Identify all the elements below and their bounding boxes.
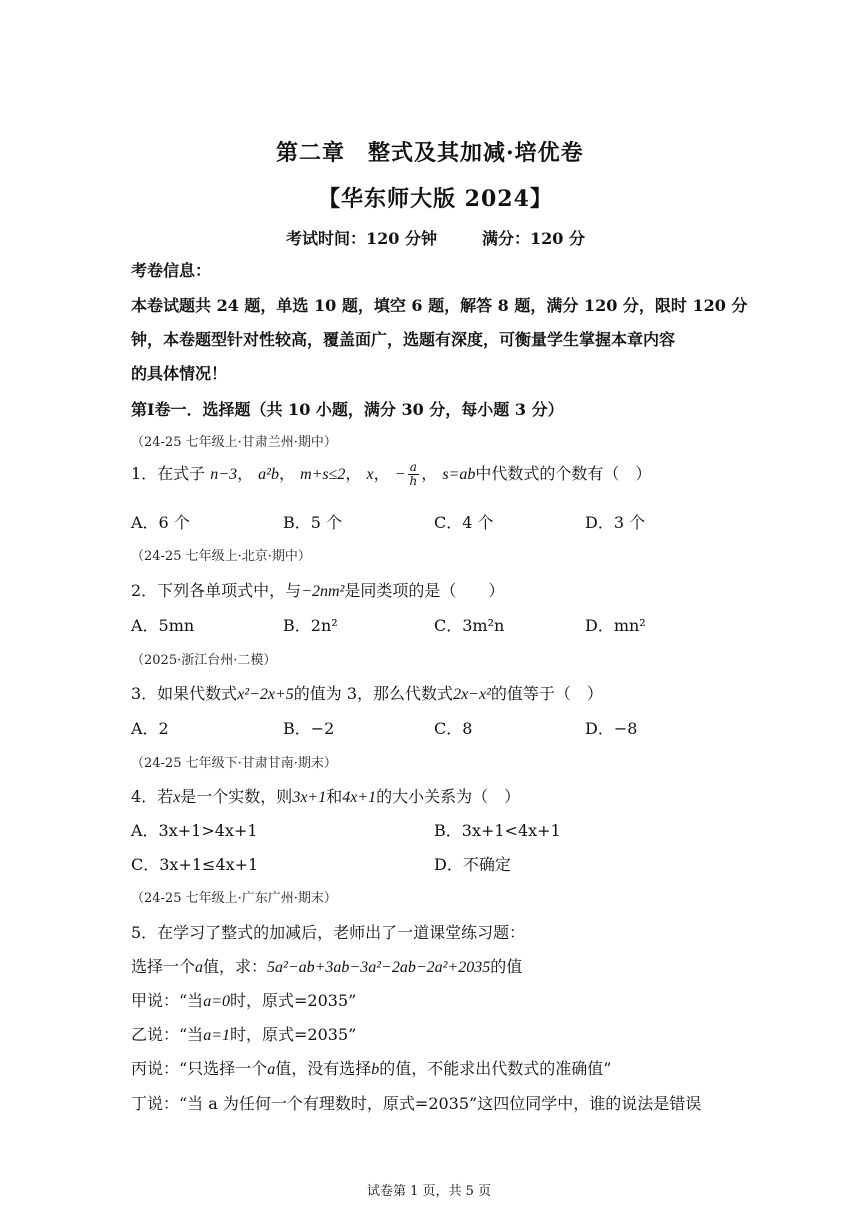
q4-stem (131, 784, 520, 807)
q4-option-d: D．不确定 (434, 855, 511, 874)
q5-source: （24-25 七年级上·广东广州·期末） (131, 891, 337, 906)
q5-line-3-text-a: 甲说：“当 (131, 991, 204, 1010)
q5-line-5-text-a: 丙说：“只选择一个 (131, 1059, 268, 1078)
q3-option-b: B．−2 (283, 719, 335, 738)
exam-time: 考试时间：120 分钟 (286, 229, 437, 248)
q1-fraction-den: h (409, 474, 418, 488)
q4-expr-2: 4x+1 (342, 789, 377, 806)
q1-expr-3: m+s≤2 (300, 466, 346, 483)
q2-option-d: D．mn² (585, 616, 646, 635)
info-line-2: 钟，本卷题型针对性较高，覆盖面广，选题有深度，可衡量学生掌握本章内容 (131, 330, 676, 349)
q3-stem-text-b: 的值为 3，那么代数式 (293, 684, 454, 703)
page-footer: 试卷第 1 页，共 5 页 (367, 1184, 492, 1199)
q5-line-6-text-a: 丁说：“当 a 为任何一个有理数时，原式 (131, 1094, 415, 1113)
q3-option-a: A．2 (131, 719, 169, 738)
q3-option-d: D．−8 (585, 719, 638, 738)
q1-expr-5: − (394, 466, 406, 483)
q5-line-1: 5．在学习了整式的加减后，老师出了一道课堂练习题： (131, 923, 526, 942)
q1-expr-1: n−3 (210, 466, 238, 483)
q5-line-2-text-b: 值，求： (203, 957, 268, 976)
q2-stem (131, 578, 504, 601)
q1-fraction-num: a (408, 461, 420, 475)
q3-option-c: C．8 (434, 719, 473, 738)
q5-line-5-text-c: 的值，不能求出代数式的准确值” (379, 1059, 612, 1078)
q5-line-5-text-b: 值，没有选择 (275, 1059, 372, 1078)
q3-source: （2025·浙江台州·二模） (131, 653, 277, 668)
q5-line-4-text-a: 乙说：“当 (131, 1025, 204, 1044)
q2-option-a: A．5mn (131, 616, 195, 635)
q4-stem-text-c: 和 (326, 787, 343, 806)
q5-line-5-var-2: b (371, 1061, 380, 1078)
q3-expr-1: x²−2x+5 (237, 686, 294, 703)
q3-stem (131, 681, 603, 704)
q1-option-b: B．5 个 (283, 513, 343, 532)
q4-var: x (173, 789, 181, 806)
q5-line-3-expr: a=0 (203, 993, 230, 1010)
info-line-3: 的具体情况！ (131, 364, 228, 383)
q2-expr: −2nm² (301, 583, 345, 600)
q5-line-3-text-b: 时，原式 (229, 991, 294, 1010)
q1-expr-2: a²b (258, 466, 279, 483)
q5-line-4 (131, 1022, 356, 1045)
q1-stem-text-b: 中代数式的个数有（ ） (475, 464, 652, 483)
q3-stem-text-c: 的值等于（ ） (490, 684, 603, 703)
section-heading: 第Ⅰ卷一．选择题（共 10 小题，满分 30 分，每小题 3 分） (131, 400, 564, 419)
q5-line-2-var: a (195, 959, 204, 976)
q5-line-3 (131, 988, 356, 1011)
q1-fraction (408, 461, 420, 488)
q1-expr-4: x (366, 466, 374, 483)
q5-line-6 (131, 1091, 701, 1114)
q1-stem: 1．在式子 n−3， a²b， m+s≤2， x， − $\frac{a}{h}$ ， s=ab中代数式的个数有（ ） (131, 460, 652, 488)
q5-line-5 (131, 1056, 611, 1079)
page-title: 第二章 整式及其加减·培优卷 (276, 140, 584, 166)
q4-source: （24-25 七年级下·甘肃甘南·期末） (131, 756, 337, 771)
q1-source: （24-25 七年级上·甘肃兰州·期中） (131, 435, 337, 450)
q4-expr-1: 3x+1 (292, 789, 327, 806)
q4-stem-text-b: 是一个实数，则 (180, 787, 293, 806)
q1-option-c: C．4 个 (434, 513, 494, 532)
q3-stem-text-a: 3．如果代数式 (131, 684, 238, 703)
q4-stem-text-a: 4．若 (131, 787, 174, 806)
q1-expr-6: s=ab (442, 466, 476, 483)
q5-line-3-text-c: =2035” (294, 991, 357, 1010)
q4-option-b: B．3x+1<4x+1 (434, 821, 561, 840)
q2-option-c: C．3m²n (434, 616, 505, 635)
q5-line-2 (131, 954, 522, 977)
q4-option-a: A．3x+1>4x+1 (131, 821, 258, 840)
q5-line-5-var-1: a (267, 1061, 276, 1078)
q4-stem-text-d: 的大小关系为（ ） (376, 787, 521, 806)
info-line-1: 本卷试题共 24 题，单选 10 题，填空 6 题，解答 8 题，满分 120 分，限时 120 分 (131, 296, 748, 315)
info-label: 考卷信息： (131, 261, 212, 280)
q2-stem-text-a: 2．下列各单项式中，与 (131, 581, 302, 600)
full-score: 满分：120 分 (482, 229, 585, 248)
q5-line-2-text-a: 选择一个 (131, 957, 196, 976)
q5-line-2-text-c: 的值 (490, 957, 523, 976)
q1-stem-text-a: 1．在式子 (131, 464, 206, 483)
q1-option-d: D．3 个 (585, 513, 646, 532)
q3-expr-2: 2x−x² (453, 686, 491, 703)
q2-source: （24-25 七年级上·北京·期中） (131, 549, 311, 564)
q5-line-4-text-c: =2035” (294, 1025, 357, 1044)
q5-line-4-expr: a=1 (203, 1027, 230, 1044)
q2-option-b: B．2n² (283, 616, 338, 635)
page-subtitle: 【华东师大版 2024】 (318, 186, 553, 212)
q1-option-a: A．6 个 (131, 513, 190, 532)
q4-option-c: C．3x+1≤4x+1 (131, 855, 259, 874)
q5-line-4-text-b: 时，原式 (229, 1025, 294, 1044)
q2-stem-text-b: 是同类项的是（ ） (344, 581, 505, 600)
q5-line-2-expr: 5a²−ab+3ab−3a²−2ab−2a²+2035 (267, 959, 491, 976)
q5-line-6-text-b: =2035”这四位同学中，谁的说法是错误 (414, 1094, 702, 1113)
